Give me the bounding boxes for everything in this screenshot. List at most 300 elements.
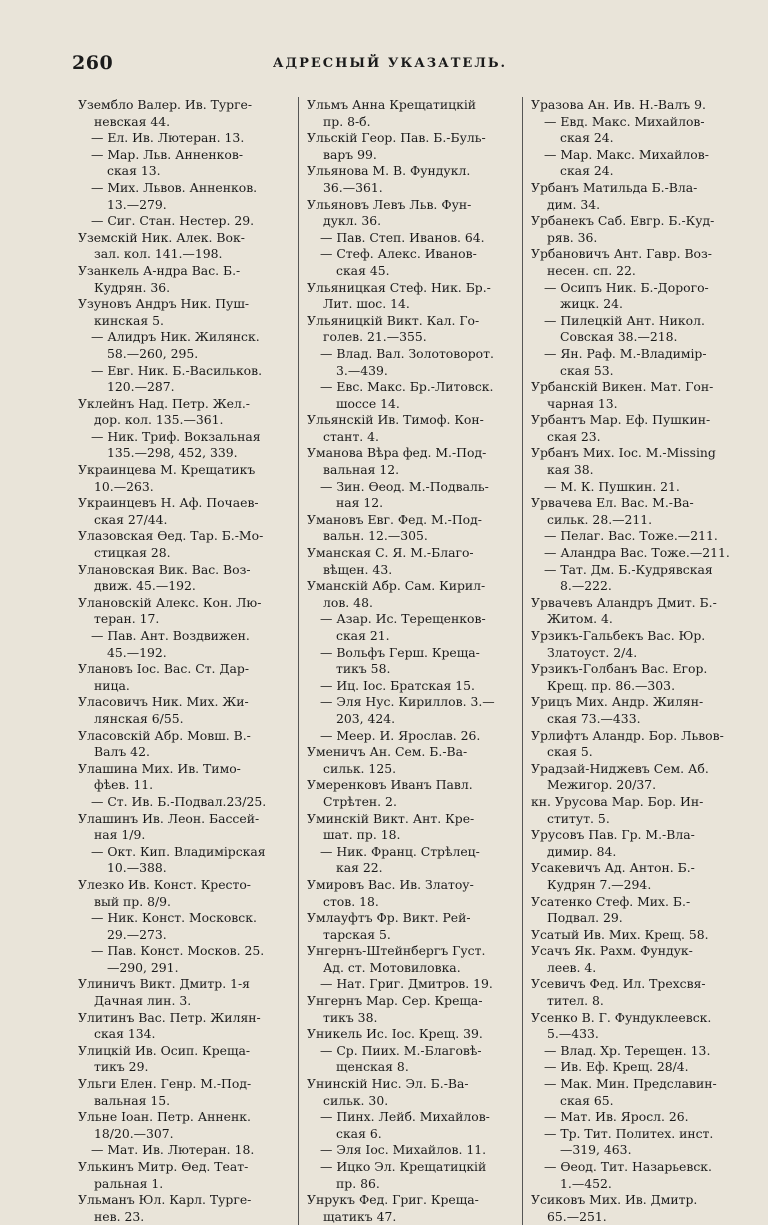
entry-line: Ульманъ Юл. Карл. Турге- bbox=[78, 1192, 252, 1208]
entry-continuation: 120.—287. bbox=[107, 379, 175, 395]
directory-entry bbox=[531, 1192, 740, 1225]
entry-continuation: шат. пр. 18. bbox=[323, 827, 401, 843]
entry-line: Ульянова М. В. Фундукл. bbox=[307, 163, 471, 179]
entry-continuation: лов. 48. bbox=[323, 594, 373, 610]
entry-continuation: —290, 291. bbox=[107, 959, 179, 975]
entry-continuation: 18/20.—307. bbox=[94, 1125, 174, 1141]
entry-line: Улановъ Іос. Вас. Ст. Дар- bbox=[78, 661, 250, 677]
column-3 bbox=[522, 97, 746, 1225]
directory-entry bbox=[307, 1192, 516, 1225]
directory-entry bbox=[531, 180, 740, 213]
entry-line: — Ср. Пиих. М.-Благовѣ- bbox=[320, 1042, 482, 1058]
entry-continuation: Валъ 42. bbox=[94, 744, 150, 760]
directory-entry bbox=[78, 296, 292, 329]
entry-line: — М. К. Пушкин. 21. bbox=[544, 478, 680, 494]
directory-entry bbox=[307, 1043, 516, 1076]
entry-line: Урицъ Мих. Андр. Жилян- bbox=[531, 694, 704, 710]
entry-continuation: Стрѣтен. 2. bbox=[323, 793, 397, 809]
entry-continuation: 10.—263. bbox=[94, 478, 154, 494]
entry-line: — Вольфъ Герш. Креща- bbox=[320, 644, 480, 660]
entry-line: Унинскій Нис. Эл. Б.-Ва- bbox=[307, 1076, 469, 1092]
entry-line: — Эля Іос. Михайлов. 11. bbox=[320, 1142, 487, 1158]
entry-line: — Иц. Іос. Братская 15. bbox=[320, 677, 475, 693]
entry-line: — Мар. Макс. Михайлов- bbox=[544, 146, 709, 162]
directory-entry bbox=[531, 412, 740, 445]
entry-line: Улицкій Ив. Осип. Креща- bbox=[78, 1042, 251, 1058]
entry-continuation: стант. 4. bbox=[323, 428, 379, 444]
directory-entry bbox=[307, 246, 516, 279]
entry-line: Улазовская Өед. Тар. Б.-Мо- bbox=[78, 528, 264, 544]
directory-entry bbox=[78, 562, 292, 595]
entry-continuation: пр. 8-б. bbox=[323, 113, 371, 129]
directory-entry bbox=[531, 1076, 740, 1109]
directory-entry bbox=[307, 479, 516, 512]
entry-continuation: вѣщен. 43. bbox=[323, 561, 393, 577]
directory-entry bbox=[307, 545, 516, 578]
entry-line: — Мих. Львов. Анненков. bbox=[91, 179, 258, 195]
entry-line: Умановъ Евг. Фед. М.-Под- bbox=[307, 511, 482, 527]
entry-line: — Евс. Макс. Бр.-Литовск. bbox=[320, 379, 494, 395]
directory-entry bbox=[78, 728, 292, 761]
entry-line: Урбанскій Викен. Мат. Гон- bbox=[531, 379, 714, 395]
entry-line: Улитинъ Вас. Петр. Жилян- bbox=[78, 1009, 261, 1025]
directory-entry bbox=[307, 645, 516, 678]
entry-line: Урбанъ Мих. Іос. М.-Missing bbox=[531, 445, 716, 461]
directory-entry bbox=[307, 230, 516, 247]
entry-line: — Влад. Хр. Терещен. 13. bbox=[544, 1042, 711, 1058]
directory-entry bbox=[307, 678, 516, 695]
entry-line: — Эля Нус. Кириллов. 3.— bbox=[320, 694, 495, 710]
directory-entry bbox=[531, 894, 740, 927]
entry-continuation: зал. кол. 141.—198. bbox=[94, 246, 223, 262]
directory-entry bbox=[307, 445, 516, 478]
directory-entry bbox=[78, 363, 292, 396]
directory-entry bbox=[78, 396, 292, 429]
directory-entry bbox=[78, 1109, 292, 1142]
entry-continuation: Дачная лин. 3. bbox=[94, 993, 192, 1009]
entry-continuation: 1.—452. bbox=[560, 1175, 612, 1191]
entry-line: — Тр. Тит. Политех. инст. bbox=[544, 1125, 714, 1141]
entry-line: — Зин. Өеод. М.-Подваль- bbox=[320, 478, 489, 494]
directory-entry bbox=[78, 462, 292, 495]
directory-entry bbox=[307, 1159, 516, 1192]
entry-line: — Мат. Ив. Лютеран. 18. bbox=[91, 1142, 255, 1158]
entry-continuation: голев. 21.—355. bbox=[323, 329, 427, 345]
entry-continuation: леев. 4. bbox=[547, 959, 597, 975]
directory-entry bbox=[78, 1076, 292, 1109]
entry-line: Усачъ Як. Рахм. Фундук- bbox=[531, 943, 693, 959]
entry-continuation: вальная 12. bbox=[323, 462, 400, 478]
entry-line: Улезко Ив. Конст. Кресто- bbox=[78, 876, 251, 892]
directory-entry bbox=[78, 1159, 292, 1192]
entry-continuation: стов. 18. bbox=[323, 893, 379, 909]
directory-entry bbox=[78, 628, 292, 661]
entry-continuation: ская 134. bbox=[94, 1026, 156, 1042]
entry-line: Урлифтъ Аландр. Бор. Львов- bbox=[531, 727, 724, 743]
entry-line: — Ел. Ив. Лютеран. 13. bbox=[91, 130, 245, 146]
directory-entry bbox=[531, 213, 740, 246]
entry-line: Улановская Вик. Вас. Воз- bbox=[78, 561, 251, 577]
entry-line: — Ник. Франц. Стрѣлец- bbox=[320, 843, 480, 859]
directory-entry bbox=[307, 412, 516, 445]
entry-continuation: ная 12. bbox=[336, 495, 384, 511]
directory-entry bbox=[307, 1142, 516, 1159]
entry-line: — Осипъ Ник. Б.-Дорого- bbox=[544, 279, 709, 295]
directory-entry bbox=[531, 246, 740, 279]
entry-line: Уземскій Ник. Алек. Вок- bbox=[78, 229, 245, 245]
entry-continuation: ская 53. bbox=[560, 362, 614, 378]
entry-line: Уменичъ Ан. Сем. Б.-Ва- bbox=[307, 744, 468, 760]
entry-line: Ульяновъ Левъ Льв. Фун- bbox=[307, 196, 472, 212]
entry-line: Усакевичъ Ад. Антон. Б.- bbox=[531, 860, 695, 876]
entry-line: Урвачевъ Аландръ Дмит. Б.- bbox=[531, 594, 717, 610]
directory-entry bbox=[78, 811, 292, 844]
entry-line: — Евг. Ник. Б.-Васильков. bbox=[91, 362, 263, 378]
entry-continuation: тикъ 38. bbox=[323, 1009, 378, 1025]
directory-entry bbox=[531, 860, 740, 893]
entry-line: Усевичъ Фед. Ил. Трехсвя- bbox=[531, 976, 706, 992]
entry-line: Уразова Ан. Ив. Н.-Валъ 9. bbox=[531, 97, 706, 112]
entry-line: Урвачева Ел. Вас. М.-Ва- bbox=[531, 495, 694, 511]
column-2 bbox=[298, 97, 522, 1225]
running-title: АДРЕСНЫЙ УКАЗАТЕЛЬ. bbox=[272, 56, 508, 71]
entry-continuation: ская 45. bbox=[336, 262, 390, 278]
directory-entry bbox=[78, 1142, 292, 1159]
entry-line: — Өеод. Тит. Назарьевск. bbox=[544, 1159, 712, 1174]
entry-line: — Ст. Ив. Б.-Подвал.23/25. bbox=[91, 793, 267, 809]
entry-line: Усенко В. Г. Фундуклеевск. bbox=[531, 1009, 712, 1025]
entry-line: — Меер. И. Ярослав. 26. bbox=[320, 727, 481, 743]
directory-entry bbox=[531, 728, 740, 761]
directory-entry bbox=[531, 1126, 740, 1159]
directory-entry bbox=[531, 1043, 740, 1060]
directory-entry bbox=[531, 628, 740, 661]
directory-entry bbox=[531, 943, 740, 976]
entry-line: Ульне Іоан. Петр. Анненк. bbox=[78, 1109, 251, 1125]
entry-line: — Пинх. Лейб. Михайлов- bbox=[320, 1109, 490, 1125]
entry-line: — Окт. Кип. Владимірская bbox=[91, 843, 266, 859]
directory-entry bbox=[531, 1059, 740, 1076]
entry-continuation: Подвал. 29. bbox=[547, 910, 623, 926]
entry-line: Ульяницкій Викт. Кал. Го- bbox=[307, 312, 480, 328]
directory-entry bbox=[307, 993, 516, 1026]
entry-continuation: стицкая 28. bbox=[94, 545, 171, 561]
entry-line: — Стеф. Алекс. Иванов- bbox=[320, 246, 477, 262]
entry-continuation: ская 5. bbox=[547, 744, 593, 760]
entry-continuation: 65.—251. bbox=[547, 1208, 607, 1224]
entry-line: — Ив. Еф. Крещ. 28/4. bbox=[544, 1059, 689, 1075]
entry-continuation: димир. 84. bbox=[547, 843, 617, 859]
entry-continuation: щатикъ 47. bbox=[323, 1208, 397, 1224]
directory-entry bbox=[307, 379, 516, 412]
directory-entry bbox=[307, 611, 516, 644]
directory-entry bbox=[531, 545, 740, 562]
entry-continuation: тикъ 29. bbox=[94, 1059, 149, 1075]
entry-line: Улькинъ Митр. Өед. Теат- bbox=[78, 1159, 249, 1174]
entry-continuation: ская 27/44. bbox=[94, 511, 168, 527]
entry-line: — Мат. Ив. Яросл. 26. bbox=[544, 1109, 689, 1125]
directory-entry bbox=[531, 661, 740, 694]
directory-entry bbox=[307, 811, 516, 844]
entry-line: Унрукъ Фед. Григ. Креща- bbox=[307, 1192, 479, 1208]
entry-continuation: жицк. 24. bbox=[560, 296, 623, 312]
entry-continuation: вый пр. 8/9. bbox=[94, 893, 171, 909]
entry-continuation: тител. 8. bbox=[547, 993, 604, 1009]
directory-entry bbox=[531, 379, 740, 412]
entry-line: Унгернъ Мар. Сер. Креща- bbox=[307, 993, 483, 1009]
entry-continuation: 36.—361. bbox=[323, 179, 383, 195]
entry-continuation: 29.—273. bbox=[107, 926, 167, 942]
directory-entry bbox=[78, 230, 292, 263]
entry-line: — Мак. Мин. Предславин- bbox=[544, 1076, 717, 1092]
entry-line: Урбанекъ Саб. Евгр. Б.-Куд- bbox=[531, 213, 715, 229]
directory-entry bbox=[307, 130, 516, 163]
entry-line: Умлауфтъ Фр. Викт. Рей- bbox=[307, 910, 471, 926]
entry-continuation: Ад. ст. Мотовиловка. bbox=[323, 959, 461, 975]
directory-entry bbox=[78, 1192, 292, 1225]
directory-entry bbox=[78, 213, 292, 230]
directory-entry bbox=[531, 1159, 740, 1192]
entry-line: — Сиг. Стан. Нестер. 29. bbox=[91, 213, 255, 229]
directory-entry bbox=[78, 130, 292, 147]
entry-line: Усатый Ив. Мих. Крещ. 58. bbox=[531, 926, 709, 942]
entry-continuation: дим. 34. bbox=[547, 196, 601, 212]
directory-entry bbox=[531, 445, 740, 478]
entry-line: Уласовичъ Ник. Мих. Жи- bbox=[78, 694, 249, 710]
entry-continuation: лянская 6/55. bbox=[94, 710, 184, 726]
directory-entry bbox=[78, 147, 292, 180]
entry-line: Унгернъ-Штейнбергъ Густ. bbox=[307, 943, 486, 959]
entry-line: Ульмъ Анна Крещатицкій bbox=[307, 97, 477, 112]
directory-entry bbox=[307, 910, 516, 943]
directory-entry bbox=[78, 910, 292, 943]
entry-line: Уземблo Валер. Ив. Турге- bbox=[78, 97, 253, 112]
entry-line: — Пав. Конст. Москов. 25. bbox=[91, 943, 265, 959]
directory-entry bbox=[307, 97, 516, 130]
entry-continuation: ская 24. bbox=[560, 163, 614, 179]
directory-entry bbox=[307, 728, 516, 745]
directory-entry bbox=[78, 97, 292, 130]
directory-entry bbox=[531, 694, 740, 727]
directory-entry bbox=[307, 844, 516, 877]
entry-continuation: —319, 463. bbox=[560, 1142, 632, 1158]
entry-line: Уманова Вѣра фед. М.-Под- bbox=[307, 445, 487, 461]
directory-entry bbox=[78, 976, 292, 1009]
entry-continuation: тикъ 58. bbox=[336, 661, 391, 677]
entry-continuation: дукл. 36. bbox=[323, 213, 382, 229]
entry-continuation: щенская 8. bbox=[336, 1059, 409, 1075]
directory-entry bbox=[531, 927, 740, 944]
entry-continuation: 3.—439. bbox=[336, 362, 388, 378]
directory-entry bbox=[307, 512, 516, 545]
directory-entry bbox=[531, 976, 740, 1009]
directory-entry bbox=[531, 827, 740, 860]
entry-continuation: кая 22. bbox=[336, 860, 383, 876]
entry-line: Урзикъ-Гальбекъ Вас. Юр. bbox=[531, 628, 706, 643]
directory-entry bbox=[531, 114, 740, 147]
directory-entry bbox=[78, 1043, 292, 1076]
entry-continuation: ская 23. bbox=[547, 428, 601, 444]
entry-line: Урадзай-Ниджевъ Сем. Аб. bbox=[531, 760, 709, 776]
entry-continuation: Крещ. пр. 86.—303. bbox=[547, 677, 676, 693]
entry-continuation: ская 65. bbox=[560, 1092, 614, 1108]
directory-entry bbox=[307, 578, 516, 611]
directory-entry bbox=[78, 877, 292, 910]
entry-continuation: ская 13. bbox=[107, 163, 161, 179]
entry-continuation: Кудрян 7.—294. bbox=[547, 876, 652, 892]
column-1 bbox=[74, 97, 298, 1225]
entry-continuation: Межигор. 20/37. bbox=[547, 777, 657, 793]
entry-line: Уласовскій Абр. Мовш. В.- bbox=[78, 727, 251, 743]
entry-continuation: 45.—192. bbox=[107, 644, 167, 660]
entry-continuation: фѣев. 11. bbox=[94, 777, 154, 793]
entry-line: Украинцева М. Крещатикъ bbox=[78, 462, 256, 478]
entry-line: Улиничъ Викт. Дмитр. 1-я bbox=[78, 976, 250, 992]
entry-continuation: сильк. 28.—211. bbox=[547, 511, 653, 527]
entry-line: Урбановичъ Ант. Гавр. Воз- bbox=[531, 246, 712, 262]
entry-line: — Евд. Макс. Михайлов- bbox=[544, 113, 705, 129]
entry-continuation: 8.—222. bbox=[560, 578, 612, 594]
entry-line: — Тат. Дм. Б.-Кудрявская bbox=[544, 561, 713, 577]
directory-entry bbox=[78, 844, 292, 877]
entry-continuation: ральная 1. bbox=[94, 1175, 164, 1191]
entry-line: Улашина Мих. Ив. Тимо- bbox=[78, 760, 241, 776]
entry-continuation: ская 6. bbox=[336, 1125, 382, 1141]
directory-entry bbox=[307, 694, 516, 727]
entry-continuation: шоссе 14. bbox=[336, 395, 400, 411]
directory-entry bbox=[78, 429, 292, 462]
entry-continuation: 135.—298, 452, 339. bbox=[107, 445, 238, 461]
directory-entry bbox=[307, 197, 516, 230]
entry-line: Умировъ Вас. Ив. Златоу- bbox=[307, 876, 474, 892]
entry-line: Улановскій Алекс. Кон. Лю- bbox=[78, 594, 262, 610]
directory-entry bbox=[307, 280, 516, 313]
directory-entry bbox=[78, 694, 292, 727]
entry-line: Урзикъ-Голбанъ Вас. Егор. bbox=[531, 661, 708, 677]
entry-line: Ульянскій Ив. Тимоф. Кон- bbox=[307, 412, 484, 428]
page-number: 260 bbox=[72, 52, 114, 74]
entry-continuation: ская 24. bbox=[560, 130, 614, 146]
directory-entry bbox=[531, 346, 740, 379]
entry-continuation: варъ 99. bbox=[323, 146, 377, 162]
entry-line: Ульскій Геор. Пав. Б.-Буль- bbox=[307, 130, 486, 146]
directory-entry bbox=[78, 180, 292, 213]
entry-line: Ульги Елен. Генр. М.-Под- bbox=[78, 1076, 252, 1092]
directory-entry bbox=[531, 1010, 740, 1043]
entry-line: — Нат. Григ. Дмитров. 19. bbox=[320, 976, 493, 992]
directory-entry bbox=[531, 147, 740, 180]
directory-entry bbox=[307, 1109, 516, 1142]
directory-entry bbox=[78, 761, 292, 794]
entry-continuation: ная 1/9. bbox=[94, 827, 146, 843]
entry-line: Урусовъ Пав. Гр. М.-Вла- bbox=[531, 827, 695, 843]
directory-entry bbox=[307, 346, 516, 379]
directory-entry bbox=[307, 313, 516, 346]
entry-continuation: кая 38. bbox=[547, 462, 594, 478]
entry-line: Уминскій Викт. Ант. Кре- bbox=[307, 810, 475, 826]
directory-entry bbox=[531, 562, 740, 595]
entry-continuation: сильк. 30. bbox=[323, 1092, 389, 1108]
entry-line: кн. Урусова Мар. Бор. Ин- bbox=[531, 793, 704, 809]
entry-line: Украинцевъ Н. Аф. Почаев- bbox=[78, 495, 259, 511]
entry-line: Урбанъ Матильда Б.-Вла- bbox=[531, 179, 698, 195]
entry-line: Усиковъ Мих. Ив. Дмитр. bbox=[531, 1192, 698, 1208]
directory-entry bbox=[531, 479, 740, 496]
directory-entry bbox=[78, 661, 292, 694]
entry-continuation: ститут. 5. bbox=[547, 810, 610, 826]
entry-line: — Мар. Льв. Анненков- bbox=[91, 146, 244, 162]
entry-continuation: вальная 15. bbox=[94, 1092, 171, 1108]
entry-continuation: кинская 5. bbox=[94, 312, 164, 328]
entry-line: — Пелаг. Вас. Тоже.—211. bbox=[544, 528, 718, 544]
directory-entry bbox=[307, 976, 516, 993]
entry-line: Уманская С. Я. М.-Благо- bbox=[307, 545, 474, 561]
entry-line: Узанкель А-ндра Вас. Б.- bbox=[78, 262, 241, 278]
entry-line: — Ник. Конст. Московск. bbox=[91, 910, 257, 926]
entry-continuation: вальн. 12.—305. bbox=[323, 528, 428, 544]
directory-entry bbox=[531, 97, 740, 114]
entry-continuation: сильк. 125. bbox=[323, 760, 397, 776]
entry-line: — Пилецкій Ант. Никол. bbox=[544, 312, 705, 328]
entry-line: — Аландра Вас. Тоже.—211. bbox=[544, 545, 730, 561]
directory-entry bbox=[78, 794, 292, 811]
directory-entry bbox=[78, 943, 292, 976]
directory-entry bbox=[531, 761, 740, 794]
entry-line: Уникель Ис. Іос. Крещ. 39. bbox=[307, 1026, 483, 1042]
entry-continuation: 10.—388. bbox=[107, 860, 167, 876]
directory-entry bbox=[307, 943, 516, 976]
directory-entry bbox=[531, 595, 740, 628]
page-header bbox=[72, 52, 708, 76]
directory-entry bbox=[78, 1010, 292, 1043]
entry-continuation: Златоуст. 2/4. bbox=[547, 644, 638, 660]
entry-continuation: 5.—433. bbox=[547, 1026, 599, 1042]
directory-entry bbox=[78, 595, 292, 628]
entry-line: Улашинъ Ив. Леон. Бассей- bbox=[78, 810, 260, 826]
directory-entry bbox=[307, 1026, 516, 1043]
directory-entry bbox=[78, 528, 292, 561]
entry-continuation: Лит. шос. 14. bbox=[323, 296, 410, 312]
entry-continuation: Житом. 4. bbox=[547, 611, 613, 627]
directory-entry bbox=[531, 794, 740, 827]
directory-entry bbox=[78, 263, 292, 296]
entry-continuation: Совская 38.—218. bbox=[560, 329, 678, 345]
entry-line: — Ян. Раф. М.-Владимір- bbox=[544, 345, 707, 361]
entry-line: Уклейнъ Над. Петр. Жел.- bbox=[78, 395, 250, 411]
directory-entry bbox=[531, 280, 740, 313]
directory-entry bbox=[78, 495, 292, 528]
entry-line: — Азар. Ис. Терещенков- bbox=[320, 611, 486, 627]
entry-continuation: ская 73.—433. bbox=[547, 710, 641, 726]
entry-continuation: несен. сп. 22. bbox=[547, 262, 636, 278]
entry-line: — Пав. Степ. Иванов. 64. bbox=[320, 229, 485, 245]
entry-continuation: 13.—279. bbox=[107, 196, 167, 212]
directory-entry bbox=[307, 744, 516, 777]
entry-line: Узуновъ Андръ Ник. Пуш- bbox=[78, 296, 250, 312]
entry-continuation: ряв. 36. bbox=[547, 229, 598, 245]
directory-entry bbox=[531, 495, 740, 528]
directory-entry bbox=[307, 1076, 516, 1109]
entry-continuation: невская 44. bbox=[94, 113, 171, 129]
columns bbox=[74, 97, 748, 1225]
entry-continuation: дор. кол. 135.—361. bbox=[94, 412, 224, 428]
entry-continuation: Кудрян. 36. bbox=[94, 279, 171, 295]
entry-continuation: нев. 23. bbox=[94, 1208, 145, 1224]
entry-continuation: ская 21. bbox=[336, 628, 390, 643]
entry-line: — Ник. Триф. Вокзальная bbox=[91, 428, 261, 444]
entry-line: Умеренковъ Иванъ Павл. bbox=[307, 777, 473, 793]
directory-entry bbox=[78, 329, 292, 362]
